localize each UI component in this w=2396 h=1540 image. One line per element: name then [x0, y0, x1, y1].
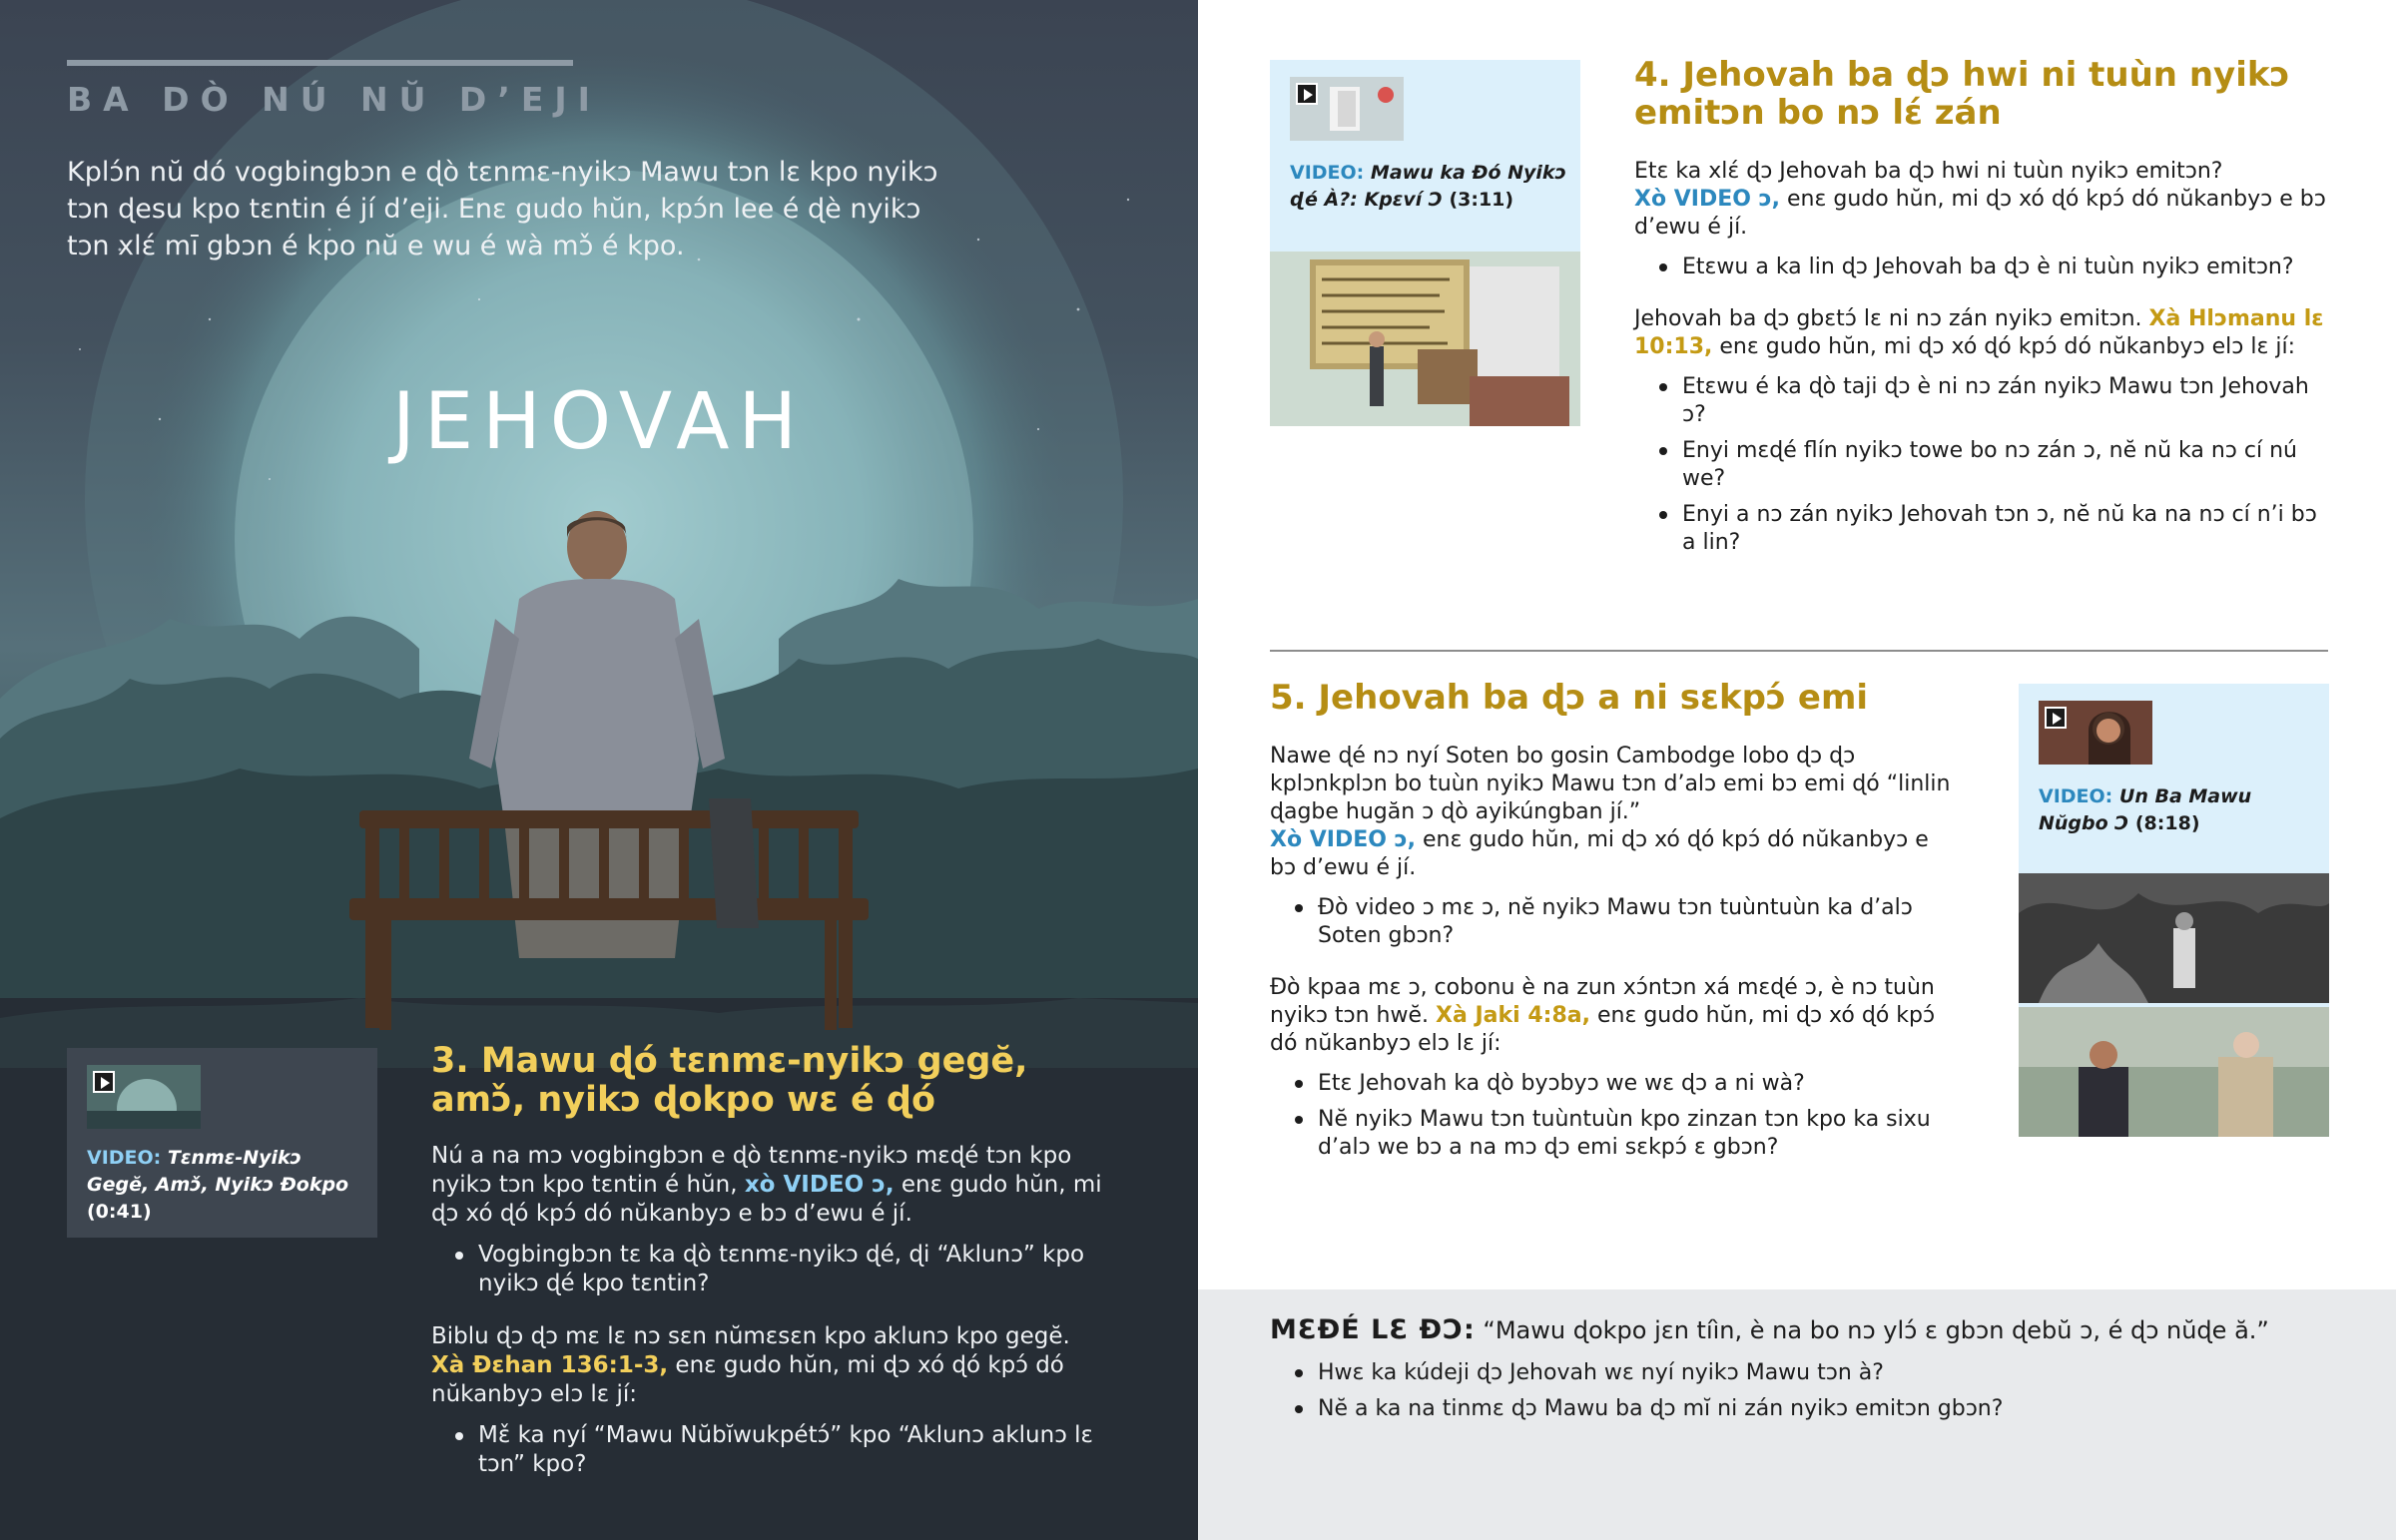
question-5-bullets-2 [1270, 1070, 1959, 1162]
play-icon[interactable] [2045, 707, 2067, 729]
section-title: BA DÒ NÚ NŬ D’EJI [67, 80, 601, 119]
summary-bullets [1270, 1359, 2368, 1423]
video-still-image [2019, 873, 2329, 1003]
paragraph-text: enɛ gudo hŭn, mi ɖɔ xó ɖó kpɔ́ dó nŭkanbyɔ e bɔ d’ewu é jí. [1270, 827, 1929, 880]
video-card-q5[interactable] [2019, 684, 2329, 1137]
summary-heading [1270, 1315, 2368, 1345]
video-title: Un Ba Mawu Nŭgbo Ɔ [2039, 785, 2252, 834]
video-thumbnail[interactable] [1290, 77, 1404, 141]
question-3-section [431, 1042, 1110, 1503]
video-title: Tɛnmɛ-Nyikɔ Gegĕ, Amɔ̌, Nyikɔ Ɖokpo [87, 1147, 349, 1196]
conversation-still-image [2019, 1007, 2329, 1137]
question-5-bullets-1 [1270, 894, 1959, 950]
video-label: VIDEO: [2039, 785, 2113, 807]
paragraph-text: enɛ gudo hŭn, mi ɖɔ xó ɖó kpɔ́ dó nŭkanbyɔ e bɔ d’ewu é jí. [1634, 187, 2326, 240]
section-divider [1270, 650, 2328, 652]
video-duration: (0:41) [87, 1201, 152, 1223]
right-page [1198, 0, 2396, 1540]
bullet-item: Etɛwu é ka ɖò taji ɖɔ è ni nɔ zán nyikɔ Mawu tɔn Jehovah ɔ? [1682, 373, 2333, 429]
paragraph-text: Jehovah ba ɖɔ gbɛtɔ́ lɛ ni nɔ zán nyikɔ emitɔn. [1634, 306, 2142, 331]
summary-content [1270, 1315, 2368, 1439]
video-label: VIDEO: [87, 1147, 162, 1169]
divine-name-heading: JEHOVAH [391, 377, 807, 467]
question-4-paragraph-2 [1634, 305, 2333, 361]
video-still-image [1270, 252, 1580, 426]
play-icon[interactable] [1296, 83, 1318, 105]
bullet-item: Etɛ Jehovah ka ɖò byɔbyɔ we wɛ ɖɔ a ni wà? [1318, 1070, 1959, 1098]
section-rule [67, 60, 573, 66]
paragraph-text: Nú a na mɔ vogbingbɔn e ɖò tɛnmɛ-nyikɔ mɛɖé tɔn kpo nyikɔ tɔn kpo tɛntin é hŭn, [431, 1143, 1072, 1198]
bullet-item: Nĕ nyikɔ Mawu tɔn tuùntuùn kpo zinzan tɔn kpo ka sixu d’alɔ we bɔ a na mɔ ɖɔ emi sɛkpɔ́ ɛ gbɔn? [1318, 1106, 1959, 1162]
question-3-paragraph-2 [431, 1322, 1110, 1409]
paragraph-text: enɛ gudo hŭn, mi ɖɔ xó ɖó kpɔ́ dó nŭkanbyɔ elɔ lɛ jí: [1719, 334, 2295, 359]
summary-label: MƐƉÉ LƐ ƉƆ: [1270, 1314, 1476, 1345]
intro-paragraph: Kplɔ́n nŭ dó vogbingbɔn e ɖò tɛnmɛ-nyikɔ Mawu tɔn lɛ kpo nyikɔ tɔn ɖesu kpo tɛntin é jí d’eji. Enɛ gudo hŭn, kpɔ́n lee é ɖè nyikɔ tɔn xlɛ́ mī gbɔn é kpo nŭ e wu é wà mɔ̌ é kpo. [67, 157, 938, 261]
paragraph-text: enɛ gudo hŭn, mi ɖɔ xó ɖó kpɔ́ dó nŭkanbyɔ elɔ lɛ jí: [1270, 1003, 1936, 1056]
bullet-item: Etɛwu a ka lin ɖɔ Jehovah ba ɖɔ è ni tuùn nyikɔ emitɔn? [1682, 254, 2333, 281]
question-4-bullets-2 [1634, 373, 2333, 557]
summary-footer [1198, 1289, 2396, 1540]
scripture-link[interactable]: Xà Jaki 4:8a, [1436, 1003, 1590, 1028]
draped-jacket [709, 798, 759, 928]
video-card-q3[interactable] [67, 1048, 377, 1238]
video-duration: (8:18) [2134, 812, 2200, 834]
bullet-item: Enyi mɛɖé flín nyikɔ towe bo nɔ zán ɔ, nĕ nŭ ka nɔ cí nú we? [1682, 437, 2333, 493]
question-5-paragraph-2 [1270, 974, 1959, 1058]
video-thumbnail[interactable] [87, 1065, 201, 1129]
video-title: Mawu ka Ɖó Nyikɔ ɖé À?: Kpɛví Ɔ [1290, 162, 1566, 211]
bullet-item: Mɛ̌ ka nyí “Mawu Nŭbĭwukpétɔ́” kpo “Aklunɔ aklunɔ lɛ tɔn” kpo? [478, 1421, 1110, 1479]
paragraph-text: Nawe ɖé nɔ nyí Soten bo gosin Cambodge lobo ɖɔ ɖɔ kplɔnkplɔn bo tuùn nyikɔ Mawu tɔn d’alɔ emi bɔ emi ɖó “linlin ɖagbe hugăn ɔ ɖò ayikúngban jí.” [1270, 744, 1951, 824]
video-card-q4[interactable] [1270, 60, 1580, 426]
watch-video-link[interactable]: Xò VIDEO ɔ, [1270, 827, 1416, 852]
play-icon[interactable] [93, 1071, 115, 1093]
question-4-section [1634, 56, 2333, 573]
video-label: VIDEO: [1290, 162, 1365, 184]
paragraph-text: Biblu ɖɔ ɖɔ mɛ lɛ nɔ sɛn nŭmɛsɛn kpo aklunɔ kpo gegĕ. [431, 1323, 1070, 1349]
watch-video-link[interactable]: Xò VIDEO ɔ, [1634, 187, 1780, 212]
watch-video-link[interactable]: xò VIDEO ɔ, [744, 1172, 895, 1198]
summary-quote: “Mawu ɖokpo jɛn tíìn, è na bo nɔ ylɔ́ ɛ gbɔn ɖebŭ ɔ, é ɖɔ nŭɖe ă.” [1483, 1316, 2269, 1344]
paragraph-text: Ɖò kpaa mɛ ɔ, cobonu è na zun xɔ́ntɔn xá mɛɖé ɔ, è nɔ tuùn nyikɔ tɔn hwĕ. [1270, 975, 1935, 1028]
video-thumbnail[interactable] [2039, 701, 2152, 765]
scripture-link[interactable]: Xà Ɖɛhan 136:1-3, [431, 1352, 669, 1378]
question-3-bullets-1 [431, 1241, 1110, 1298]
bullet-item: Ɖò video ɔ mɛ ɔ, nĕ nyikɔ Mawu tɔn tuùntuùn ka d’alɔ Soten gbɔn? [1318, 894, 1959, 950]
video-caption [1290, 160, 1569, 214]
video-duration: (3:11) [1449, 189, 1514, 211]
paragraph-text: enɛ gudo hŭn, mi ɖɔ xó ɖó kpɔ́ dó nŭkanbyɔ e bɔ d’ewu é jí. [431, 1172, 1102, 1227]
question-5-heading: 5. Jehovah ba ɖɔ a ni sɛkpɔ́ emi [1270, 678, 1869, 718]
paragraph-text: Etɛ ka xlɛ́ ɖɔ Jehovah ba ɖɔ hwi ni tuùn nyikɔ emitɔn? [1634, 159, 2223, 184]
question-4-paragraph-1 [1634, 158, 2333, 242]
question-5-paragraph-1 [1270, 743, 1959, 882]
video-caption [2039, 783, 2318, 837]
jungle-still-image [2019, 873, 2329, 1003]
bible-display-image [1270, 252, 1580, 426]
scripture-link[interactable]: Xà Hlɔmanu lɛ 10:13, [1634, 306, 2324, 359]
question-4-heading: 4. Jehovah ba ɖɔ hwi ni tuùn nyikɔ emitɔn bo nɔ lɛ́ zán [1634, 55, 2290, 133]
question-4-bullets-1 [1634, 254, 2333, 281]
question-3-paragraph-1 [431, 1142, 1110, 1229]
bullet-item: Nĕ a ka na tinmɛ ɖɔ Mawu ba ɖɔ mĭ ni zán nyikɔ emitɔn gbɔn? [1318, 1395, 2368, 1423]
question-3-bullets-2 [431, 1421, 1110, 1479]
question-5-section [1270, 679, 1959, 1178]
video-still-image [2019, 1007, 2329, 1137]
bullet-item: Hwɛ ka kúdeji ɖɔ Jehovah wɛ nyí nyikɔ Mawu tɔn à? [1318, 1359, 2368, 1387]
video-caption [87, 1145, 366, 1226]
bullet-item: Vogbingbɔn tɛ ka ɖò tɛnmɛ-nyikɔ ɖé, ɖi “Aklunɔ” kpo nyikɔ ɖé kpo tɛntin? [478, 1241, 1110, 1298]
question-3-heading: 3. Mawu ɖó tɛnmɛ-nyikɔ gegĕ, amɔ̌, nyikɔ ɖokpo wɛ é ɖó [431, 1041, 1028, 1120]
paragraph-text: enɛ gudo hŭn, mi ɖɔ xó ɖó kpɔ́ dó nŭkanbyɔ elɔ lɛ jí: [431, 1352, 1064, 1407]
bullet-item: Enyi a nɔ zán nyikɔ Jehovah tɔn ɔ, nĕ nŭ ka na nɔ cí n’i bɔ a lin? [1682, 501, 2333, 557]
